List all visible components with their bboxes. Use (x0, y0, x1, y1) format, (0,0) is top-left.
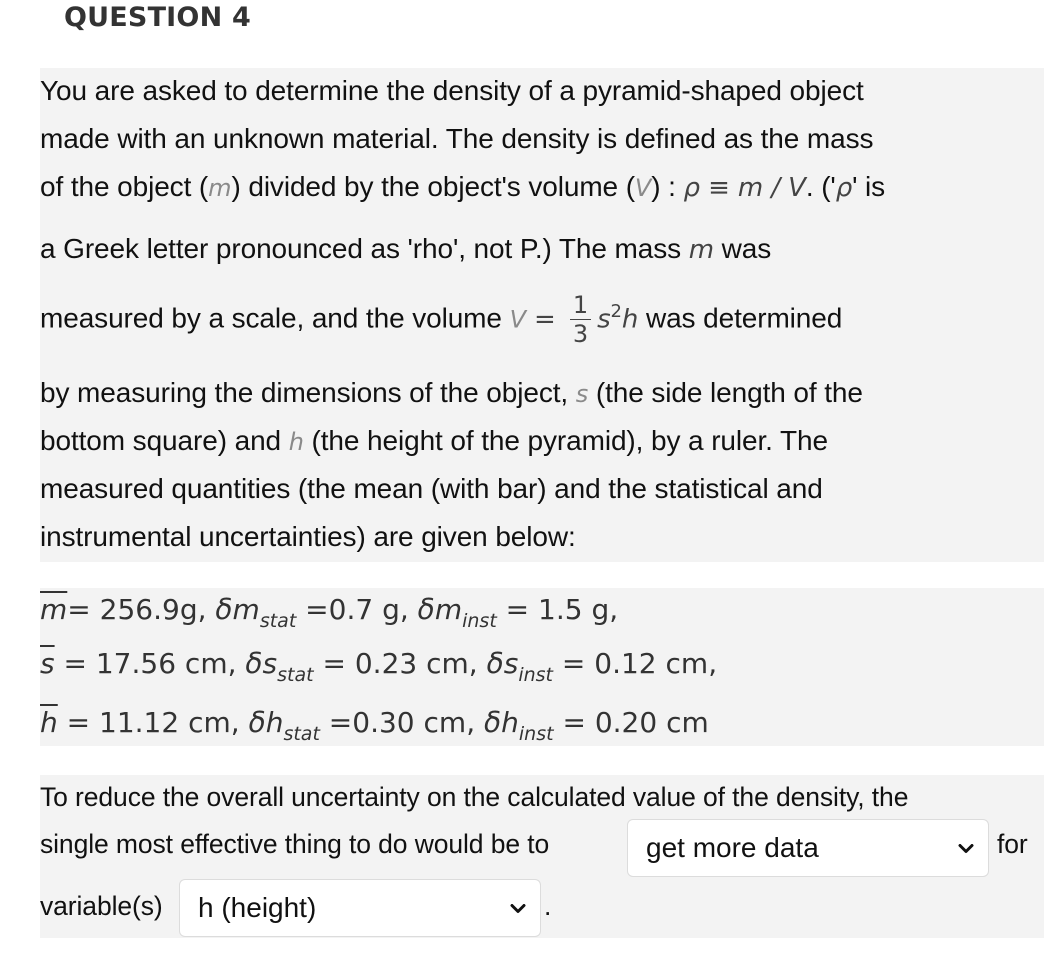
text: = (313, 647, 355, 680)
text: ) divided by the object's volume ( (231, 171, 635, 202)
exponent: 2 (610, 301, 622, 322)
answer-line-1: To reduce the overall uncertainty on the calculated value of the density, the (40, 782, 909, 812)
chevron-down-icon (510, 904, 526, 914)
text: = (319, 706, 353, 739)
var-s: s (575, 380, 589, 408)
text: = (553, 647, 595, 680)
mean-value: 11.12 cm (99, 706, 231, 739)
text: was determined (638, 302, 843, 334)
delta-symbol: δ (484, 706, 502, 739)
intro-line-5 (40, 291, 843, 349)
text: , (468, 647, 487, 680)
measurements-panel (40, 588, 1044, 746)
var-V: V (509, 305, 526, 334)
variable: m (434, 593, 463, 626)
variable: h (265, 706, 284, 739)
inst-subscript: inst (518, 664, 553, 686)
intro-line-2: made with an unknown material. The density is defined as the mass (40, 123, 874, 154)
text: . (' (805, 171, 836, 202)
variable: m (232, 593, 260, 626)
answer-line-2-suffix: for (997, 829, 1028, 859)
inst-subscript: inst (518, 723, 554, 745)
action-select[interactable] (627, 819, 989, 877)
measurement-row-m (40, 590, 618, 633)
mean-symbol: $\overline{s}$ (40, 647, 55, 680)
answer-panel (40, 775, 1044, 938)
answer-line-3-suffix: . (544, 891, 552, 921)
text: = (553, 706, 595, 739)
stat-value: 0.23 cm (354, 647, 469, 680)
stat-value: 0.30 cm (352, 706, 467, 739)
mean-value: 17.56 cm (95, 647, 228, 680)
text: bottom square) and (40, 425, 289, 456)
text: = (296, 593, 329, 626)
chevron-down-icon (958, 844, 974, 854)
text: , (609, 593, 619, 626)
inst-value: 1.5 g (538, 593, 610, 626)
text: , (230, 706, 249, 739)
mean-symbol: $\overline{h}$ (40, 706, 58, 739)
variable: s (262, 647, 278, 680)
fraction-one-third (570, 291, 591, 349)
variable-select[interactable] (179, 879, 541, 937)
intro-line-7 (40, 421, 828, 462)
text: , (227, 647, 246, 680)
text: , (399, 593, 418, 626)
fraction-numerator: 1 (570, 293, 591, 320)
text: , (197, 593, 216, 626)
text: was (713, 233, 772, 264)
var-m: m (208, 174, 232, 202)
var-h: h (621, 304, 639, 335)
intro-line-8: measured quantities (the mean (with bar) and the statistical and (40, 473, 823, 504)
text: , (708, 647, 718, 680)
delta-symbol: δ (248, 706, 266, 739)
inst-value: 0.20 cm (594, 706, 709, 739)
variable: h (501, 706, 519, 739)
equals-sign: = (525, 304, 564, 335)
stat-subscript: stat (277, 664, 314, 686)
density-formula: ρ ≡ m / V (683, 173, 806, 203)
variable: s (503, 647, 519, 680)
action-select-value: get more data (646, 832, 819, 863)
text: a Greek letter pronounced as 'rho', not P.) The mass (40, 233, 689, 264)
answer-line-3-prefix: variable(s) (40, 891, 163, 921)
text: = (57, 706, 100, 739)
text: measured by a scale, and the volume (40, 302, 510, 334)
intro-line-9: instrumental uncertainties) are given below: (40, 521, 576, 552)
text: (the side length of the (588, 377, 863, 408)
var-h: h (288, 428, 304, 456)
intro-line-6 (40, 373, 863, 414)
intro-line-1: You are asked to determine the density of a pyramid-shaped object (40, 75, 864, 106)
measurement-row-h (40, 703, 709, 746)
stat-subscript: stat (259, 610, 297, 632)
delta-symbol: δ (417, 593, 435, 626)
mean-symbol: $\overline{m}$ (40, 593, 68, 626)
text: of the object ( (40, 171, 209, 202)
delta-symbol: δ (215, 593, 233, 626)
question-text-panel (40, 68, 1044, 562)
var-V: V (634, 174, 652, 202)
inst-subscript: inst (462, 610, 497, 632)
variable-select-value: h (height) (198, 892, 317, 923)
text: (the height of the pyramid), by a ruler. The (303, 425, 828, 456)
text: ) : (651, 171, 684, 202)
stat-subscript: stat (283, 723, 320, 745)
measurement-row-s (40, 644, 717, 687)
text: = (54, 647, 96, 680)
text: = (496, 593, 539, 626)
delta-symbol: δ (245, 647, 263, 680)
text: by measuring the dimensions of the object, (40, 377, 576, 408)
answer-line-2-prefix: single most effective thing to do would be to (40, 829, 550, 859)
intro-line-3 (40, 167, 885, 208)
text: ' is (852, 171, 886, 202)
intro-line-4 (40, 229, 771, 270)
var-s: s (597, 304, 611, 335)
delta-symbol: δ (486, 647, 504, 680)
question-title: QUESTION 4 (64, 2, 251, 33)
mean-value: 256.9g (99, 593, 198, 626)
stat-value: 0.7 g (328, 593, 400, 626)
inst-value: 0.12 cm (594, 647, 709, 680)
var-m: m (688, 235, 714, 265)
rho-symbol: ρ (835, 173, 853, 203)
fraction-denominator: 3 (572, 320, 589, 349)
text: = (67, 593, 100, 626)
text: , (466, 706, 485, 739)
